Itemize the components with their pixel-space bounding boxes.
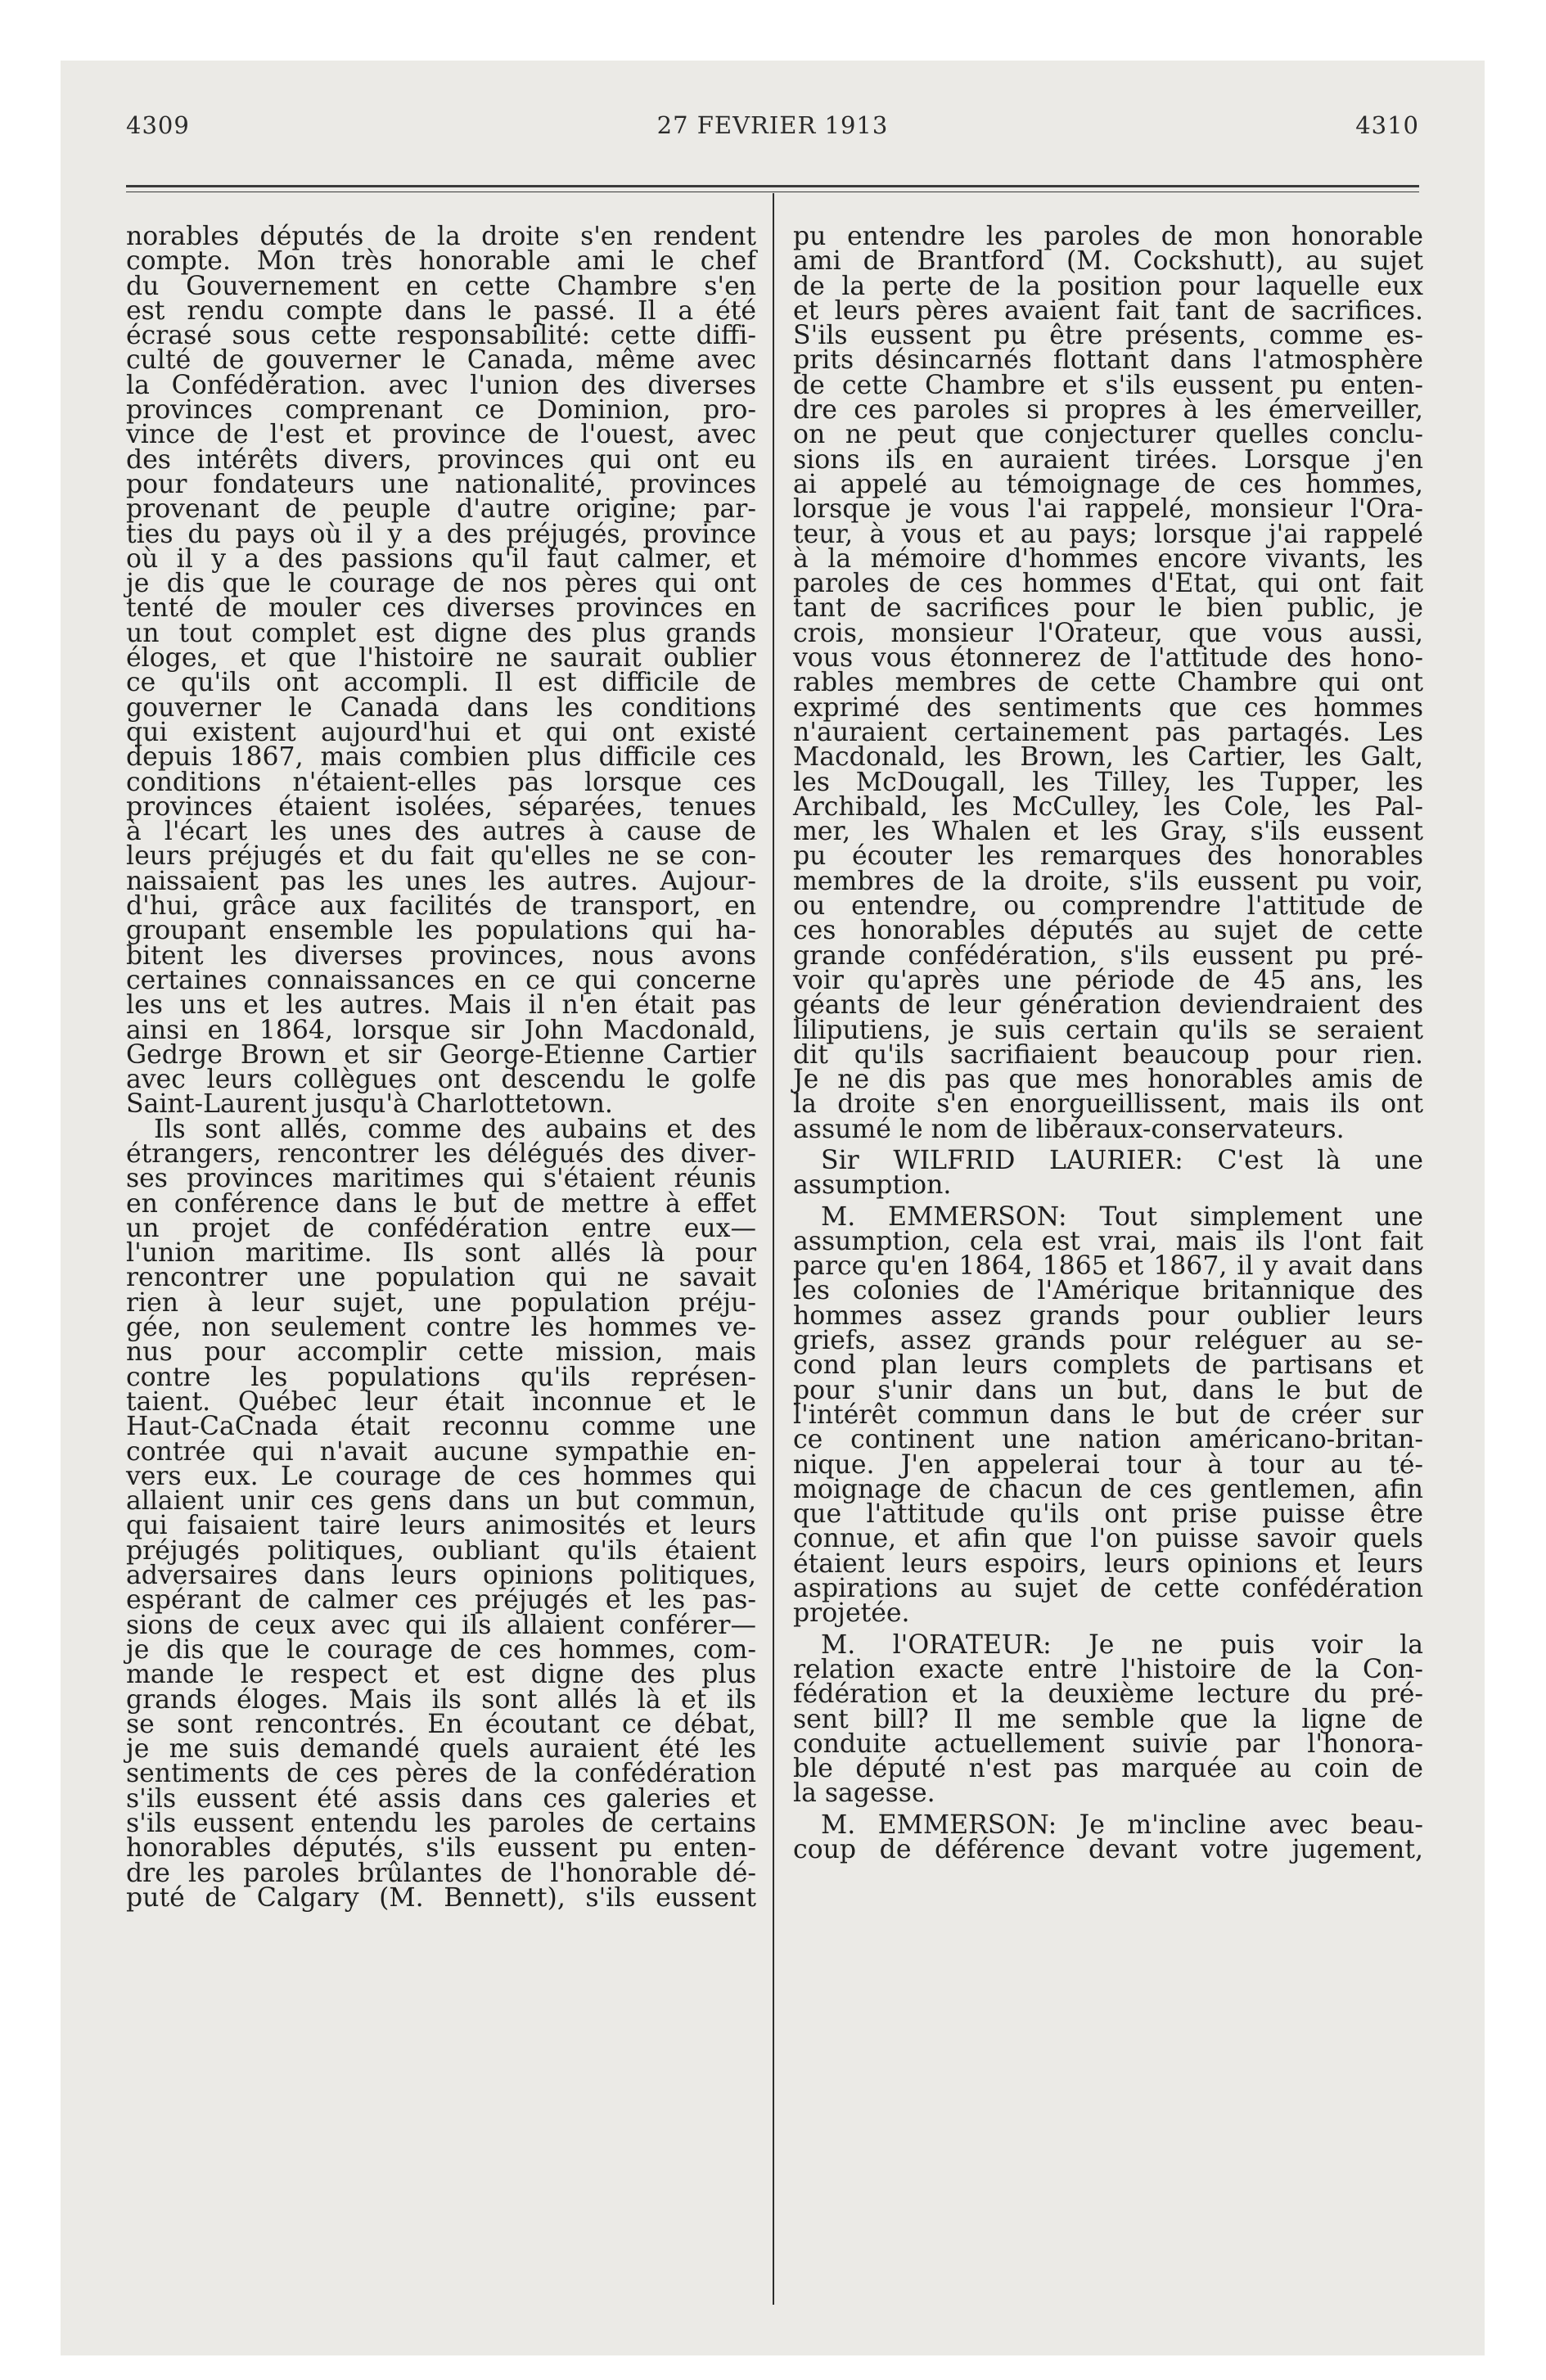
- text-line: Sir WILFRID LAURIER: C'est là une: [821, 1145, 1423, 1175]
- text-line: norables députés de la droite s'en rendent: [126, 222, 756, 251]
- text-line: certaines connaissances en ce qui concerne: [126, 965, 756, 995]
- text-line: on ne peut que conjecturer quelles conclu-: [793, 420, 1423, 450]
- text-line: conduite actuellement suivie par l'honora-: [793, 1729, 1423, 1759]
- text-line: où il y a des passions qu'il faut calmer, et: [126, 543, 756, 574]
- text-line: provinces étaient isolées, séparées, tenues: [126, 791, 756, 822]
- text-line: M. l'ORATEUR: Je ne puis voir la: [821, 1629, 1423, 1660]
- text-line: ai appelé au témoignage de ces hommes,: [793, 469, 1423, 499]
- text-line: M. EMMERSON: Tout simplement une: [821, 1201, 1423, 1232]
- text-line: hommes assez grands pour oublier leurs: [793, 1300, 1423, 1331]
- text-line: un projet de confédération entre eux—: [126, 1213, 756, 1243]
- text-line: je me suis demandé quels auraient été les: [126, 1734, 756, 1765]
- text-line: pu écouter les remarques des honorables: [793, 841, 1423, 872]
- text-line: la droite s'en enorgueillissent, mais ils ont: [793, 1089, 1423, 1120]
- text-line: parce qu'en 1864, 1865 et 1867, il y avait dans: [793, 1251, 1423, 1282]
- text-line: vince de l'est et province de l'ouest, avec: [126, 420, 756, 450]
- text-line: liliputiens, je suis certain qu'ils se seraient: [793, 1015, 1423, 1045]
- text-line: qui faisaient taire leurs animosités et leurs: [126, 1511, 756, 1541]
- text-line: nique. J'en appelerai tour à tour au té-: [793, 1449, 1423, 1480]
- text-line: aspirations au sujet de cette confédération: [793, 1574, 1423, 1604]
- text-line: dre les paroles brûlantes de l'honorable dé-: [126, 1858, 756, 1888]
- text-line: est rendu compte dans le passé. Il a été: [126, 295, 756, 326]
- text-line: Gedrge Brown et sir George-Etienne Cartier: [126, 1039, 756, 1070]
- text-line: à l'écart les unes des autres à cause de: [126, 817, 756, 847]
- text-line: connue, et afin que l'on puisse savoir quels: [793, 1524, 1423, 1554]
- text-line: ble député n'est pas marquée au coin de: [793, 1754, 1423, 1784]
- text-line: étrangers, rencontrer les délégués des diver-: [126, 1138, 756, 1169]
- text-line: tant de sacrifices pour le bien public, je: [793, 593, 1423, 624]
- text-line: qui existent aujourd'hui et qui ont existé: [126, 717, 756, 747]
- text-line: pour s'unir dans un but, dans le but de: [793, 1375, 1423, 1405]
- text-line: de cette Chambre et s'ils eussent pu enten-: [793, 370, 1423, 400]
- text-line: ou entendre, ou comprendre l'attitude de: [793, 891, 1423, 922]
- text-line: ami de Brantford (M. Cockshutt), au sujet: [793, 246, 1423, 277]
- text-line: assumption.: [793, 1170, 952, 1201]
- text-line: ces honorables députés au sujet de cette: [793, 916, 1423, 946]
- text-line: S'ils eussent pu être présents, comme es-: [793, 321, 1423, 351]
- left-column: [126, 222, 756, 1913]
- text-line: M. EMMERSON: Je m'incline avec beau-: [821, 1810, 1423, 1840]
- text-line: groupant ensemble les populations qui ha-: [126, 916, 756, 946]
- text-line: sions ils en auraient tirées. Lorsque j'en: [793, 444, 1423, 475]
- text-line: les colonies de l'Amérique britannique des: [793, 1276, 1423, 1306]
- text-line: les uns et les autres. Mais il n'en était pas: [126, 990, 756, 1021]
- text-line: un tout complet est digne des plus grands: [126, 618, 756, 648]
- column-divider: [773, 193, 774, 2305]
- text-line: leurs préjugés et du fait qu'elles ne se con-: [126, 841, 756, 872]
- text-line: membres de la droite, s'ils eussent pu voir,: [793, 866, 1423, 896]
- text-line: l'union maritime. Ils sont allés là pour: [126, 1238, 756, 1269]
- text-line: mer, les Whalen et les Gray, s'ils eussent: [793, 817, 1423, 847]
- text-line: des intérêts divers, provinces qui ont eu: [126, 444, 756, 475]
- text-line: allaient unir ces gens dans un but commun,: [126, 1486, 756, 1517]
- text-line: Saint-Laurent jusqu'à Charlottetown.: [126, 1089, 613, 1120]
- text-line: ce continent une nation américano-britan-: [793, 1425, 1423, 1455]
- text-line: avec leurs collègues ont descendu le golfe: [126, 1065, 756, 1095]
- text-line: je dis que le courage de nos pères qui ont: [126, 569, 756, 599]
- text-line: vous vous étonnerez de l'attitude des hono-: [793, 643, 1423, 674]
- text-line: paroles de ces hommes d'Etat, qui ont fait: [793, 569, 1423, 599]
- text-line: provenant de peuple d'autre origine; par-: [126, 494, 756, 525]
- text-line: sions de ceux avec qui ils allaient conférer—: [126, 1610, 756, 1640]
- text-line: depuis 1867, mais combien plus difficile ces: [126, 742, 756, 773]
- text-line: nus pour accomplir cette mission, mais: [126, 1337, 756, 1368]
- text-line: que l'attitude qu'ils ont prise puisse être: [793, 1499, 1423, 1530]
- text-line: coup de déférence devant votre jugement,: [793, 1835, 1423, 1864]
- text-line: n'auraient certainement pas partagés. Les: [793, 717, 1423, 747]
- text-line: provinces comprenant ce Dominion, pro-: [126, 395, 756, 426]
- page-header: [61, 111, 1485, 160]
- text-line: contre les populations qu'ils représen-: [126, 1362, 756, 1392]
- text-line: rencontrer une population qui ne savait: [126, 1263, 756, 1293]
- text-line: cond plan leurs complets de partisans et: [793, 1350, 1423, 1381]
- text-line: assumé le nom de libéraux-conservateurs.: [793, 1114, 1345, 1144]
- text-line: voir qu'après une période de 45 ans, les: [793, 965, 1423, 995]
- text-line: griefs, assez grands pour reléguer au se-: [793, 1326, 1423, 1356]
- text-line: taient. Québec leur était inconnue et le: [126, 1386, 756, 1417]
- text-line: fédération et la deuxième lecture du pré-: [793, 1679, 1423, 1710]
- text-line: relation exacte entre l'histoire de la Con-: [793, 1654, 1423, 1684]
- text-line: Macdonald, les Brown, les Cartier, les Galt,: [793, 742, 1423, 773]
- text-line: sentiments de ces pères de la confédération: [126, 1759, 756, 1789]
- text-line: gouverner le Canada dans les conditions: [126, 692, 756, 723]
- text-line: dit qu'ils sacrifiaient beaucoup pour rien.: [793, 1039, 1423, 1070]
- text-line: ce qu'ils ont accompli. Il est difficile de: [126, 668, 756, 698]
- text-line: prits désincarnés flottant dans l'atmosphère: [793, 345, 1423, 376]
- text-line: exprimé des sentiments que ces hommes: [793, 692, 1423, 723]
- text-line: Haut-CaCnada était reconnu comme une: [126, 1412, 756, 1442]
- text-line: Je ne dis pas que mes honorables amis de: [793, 1065, 1423, 1095]
- left-page-number: 4309: [126, 111, 190, 139]
- text-line: la sagesse.: [793, 1778, 935, 1809]
- text-line: sent bill? Il me semble que la ligne de: [793, 1704, 1423, 1734]
- text-line: tenté de mouler ces diverses provinces en: [126, 593, 756, 624]
- text-line: grande confédération, s'ils eussent pu pré-: [793, 940, 1423, 971]
- text-line: crois, monsieur l'Orateur, que vous aussi,: [793, 618, 1423, 648]
- text-line: de la perte de la position pour laquelle eux: [793, 271, 1423, 301]
- text-line: ainsi en 1864, lorsque sir John Macdonald,: [126, 1015, 756, 1045]
- text-line: conditions n'étaient-elles pas lorsque ces: [126, 767, 756, 797]
- right-page-number: 4310: [1355, 111, 1419, 139]
- text-line: teur, à vous et au pays; lorsque j'ai rappelé: [793, 519, 1423, 549]
- text-line: rables membres de cette Chambre qui ont: [793, 668, 1423, 698]
- text-line: en conférence dans le but de mettre à effet: [126, 1188, 756, 1219]
- text-line: culté de gouverner le Canada, même avec: [126, 345, 756, 376]
- text-line: les McDougall, les Tilley, les Tupper, les: [793, 767, 1423, 797]
- text-line: et leurs pères avaient fait tant de sacrifices.: [793, 295, 1423, 326]
- text-line: Ils sont allés, comme des aubains et des: [154, 1114, 756, 1144]
- header-date: 27 FEVRIER 1913: [656, 111, 889, 139]
- text-line: Archibald, les McCulley, les Cole, les Pal-: [793, 791, 1423, 822]
- text-line: moignage de chacun de ces gentlemen, afin: [793, 1474, 1423, 1504]
- text-line: à la mémoire d'hommes encore vivants, les: [793, 543, 1423, 574]
- text-line: la Confédération. avec l'union des diverses: [126, 370, 756, 400]
- text-line: projetée.: [793, 1598, 910, 1629]
- text-line: rien à leur sujet, une population préju-: [126, 1287, 756, 1318]
- text-line: espérant de calmer ces préjugés et les pas-: [126, 1585, 756, 1616]
- text-line: d'hui, grâce aux facilités de transport, en: [126, 891, 756, 922]
- text-line: bitent les diverses provinces, nous avons: [126, 940, 756, 971]
- text-line: s'ils eussent entendu les paroles de certains: [126, 1809, 756, 1838]
- text-line: pu entendre les paroles de mon honorable: [793, 222, 1423, 251]
- text-line: éloges, et que l'histoire ne saurait oublier: [126, 643, 756, 674]
- text-line: ties du pays où il y a des préjugés, province: [126, 519, 756, 549]
- text-line: écrasé sous cette responsabilité: cette diffi-: [126, 321, 756, 351]
- text-line: dre ces paroles si propres à les émerveiller,: [793, 395, 1423, 426]
- text-line: du Gouvernement en cette Chambre s'en: [126, 271, 756, 301]
- text-line: étaient leurs espoirs, leurs opinions et leurs: [793, 1548, 1423, 1579]
- text-line: pour fondateurs une nationalité, provinces: [126, 469, 756, 499]
- scanned-page: [61, 61, 1485, 2355]
- text-line: puté de Calgary (M. Bennett), s'ils eussent: [126, 1882, 756, 1913]
- text-line: compte. Mon très honorable ami le chef: [126, 246, 756, 277]
- text-line: vers eux. Le courage de ces hommes qui: [126, 1461, 756, 1491]
- text-line: assumption, cela est vrai, mais ils l'ont fait: [793, 1226, 1423, 1256]
- text-line: lorsque je vous l'ai rappelé, monsieur l'Ora-: [793, 494, 1423, 525]
- text-line: préjugés politiques, oubliant qu'ils étaient: [126, 1535, 756, 1566]
- right-column: [793, 224, 1423, 1862]
- text-line: adversaires dans leurs opinions politiques,: [126, 1561, 756, 1591]
- text-line: grands éloges. Mais ils sont allés là et ils: [126, 1684, 756, 1715]
- text-line: géants de leur génération deviendraient des: [793, 990, 1423, 1021]
- text-line: mande le respect et est digne des plus: [126, 1660, 756, 1690]
- text-line: s'ils eussent été assis dans ces galeries et: [126, 1783, 756, 1814]
- text-line: je dis que le courage de ces hommes, com-: [126, 1634, 756, 1665]
- text-line: honorables députés, s'ils eussent pu enten-: [126, 1833, 756, 1864]
- text-line: gée, non seulement contre les hommes ve-: [126, 1313, 756, 1343]
- text-line: ses provinces maritimes qui s'étaient réunis: [126, 1164, 756, 1194]
- text-line: se sont rencontrés. En écoutant ce débat,: [126, 1709, 756, 1739]
- text-line: contrée qui n'avait aucune sympathie en-: [126, 1436, 756, 1467]
- text-line: l'intérêt commun dans le but de créer sur: [793, 1400, 1423, 1430]
- header-rule: [126, 185, 1419, 187]
- text-line: naissaient pas les unes les autres. Aujour-: [126, 866, 756, 896]
